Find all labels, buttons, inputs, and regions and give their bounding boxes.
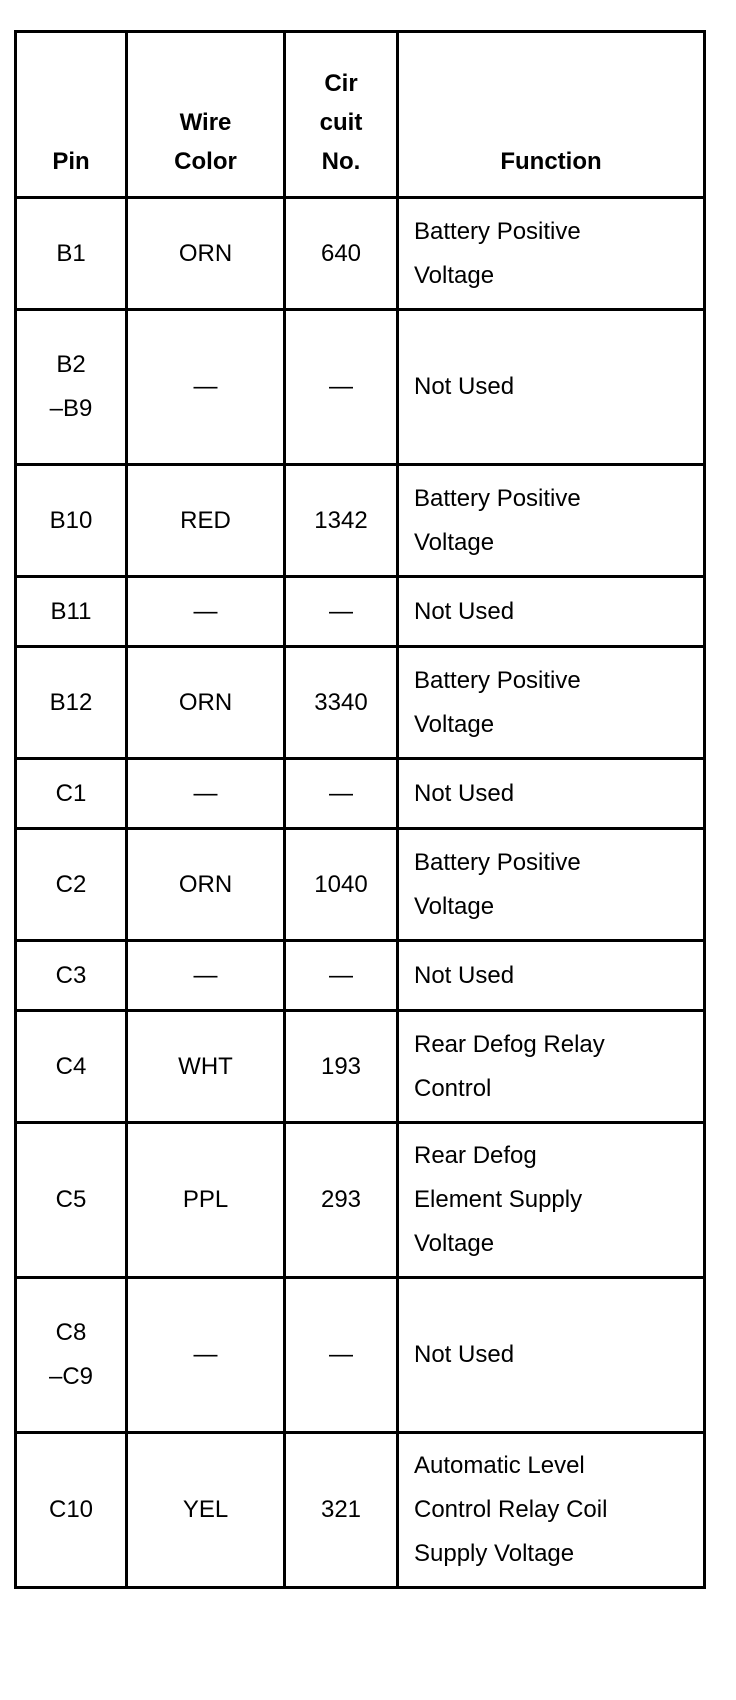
connector-pinout-table — [14, 30, 706, 1589]
wire-color-cell: — — [127, 577, 285, 647]
wire-color-cell: ORN — [127, 829, 285, 941]
circuit-no-cell: — — [285, 941, 398, 1011]
function-cell: Not Used — [398, 577, 705, 647]
pin-cell: C10 — [16, 1433, 127, 1588]
circuit-no-cell: — — [285, 1278, 398, 1433]
table-row — [16, 577, 705, 647]
wire-color-cell: — — [127, 1278, 285, 1433]
function-cell: Not Used — [398, 1278, 705, 1433]
function-cell: Automatic Level Control Relay Coil Supply Voltage — [398, 1433, 705, 1588]
circuit-no-cell: 321 — [285, 1433, 398, 1588]
pin-cell: C2 — [16, 829, 127, 941]
pin-cell: C8 –C9 — [16, 1278, 127, 1433]
pin-cell: C4 — [16, 1011, 127, 1123]
circuit-no-cell: — — [285, 310, 398, 465]
circuit-no-cell: — — [285, 759, 398, 829]
wire-color-cell: ORN — [127, 647, 285, 759]
pin-cell: C5 — [16, 1123, 127, 1278]
table-row — [16, 1011, 705, 1123]
table-row — [16, 1433, 705, 1588]
table-row — [16, 198, 705, 310]
circuit-no-cell: — — [285, 577, 398, 647]
pin-cell: B11 — [16, 577, 127, 647]
table-row — [16, 829, 705, 941]
table-row — [16, 941, 705, 1011]
wire-color-cell: PPL — [127, 1123, 285, 1278]
circuit-no-cell: 193 — [285, 1011, 398, 1123]
header-function: Function — [398, 32, 705, 198]
header-circuit-no: Cir cuit No. — [285, 32, 398, 198]
header-pin: Pin — [16, 32, 127, 198]
function-cell: Not Used — [398, 759, 705, 829]
table-row — [16, 1123, 705, 1278]
function-cell: Battery Positive Voltage — [398, 465, 705, 577]
pin-cell: C3 — [16, 941, 127, 1011]
circuit-no-cell: 1342 — [285, 465, 398, 577]
function-cell: Not Used — [398, 941, 705, 1011]
function-cell: Battery Positive Voltage — [398, 647, 705, 759]
pin-cell: C1 — [16, 759, 127, 829]
table-row — [16, 759, 705, 829]
pin-cell: B12 — [16, 647, 127, 759]
wire-color-cell: — — [127, 759, 285, 829]
function-cell: Rear Defog Relay Control — [398, 1011, 705, 1123]
pin-cell: B1 — [16, 198, 127, 310]
circuit-no-cell: 1040 — [285, 829, 398, 941]
circuit-no-cell: 3340 — [285, 647, 398, 759]
pin-cell: B2 –B9 — [16, 310, 127, 465]
table-row — [16, 310, 705, 465]
wire-color-cell: ORN — [127, 198, 285, 310]
wire-color-cell: — — [127, 310, 285, 465]
wire-color-cell: — — [127, 941, 285, 1011]
circuit-no-cell: 293 — [285, 1123, 398, 1278]
pin-cell: B10 — [16, 465, 127, 577]
function-cell: Battery Positive Voltage — [398, 198, 705, 310]
table-row — [16, 647, 705, 759]
function-cell: Not Used — [398, 310, 705, 465]
header-wire-color: Wire Color — [127, 32, 285, 198]
function-cell: Rear Defog Element Supply Voltage — [398, 1123, 705, 1278]
circuit-no-cell: 640 — [285, 198, 398, 310]
header-row — [16, 32, 705, 198]
table-row — [16, 1278, 705, 1433]
wire-color-cell: YEL — [127, 1433, 285, 1588]
table-row — [16, 465, 705, 577]
wire-color-cell: WHT — [127, 1011, 285, 1123]
wire-color-cell: RED — [127, 465, 285, 577]
function-cell: Battery Positive Voltage — [398, 829, 705, 941]
